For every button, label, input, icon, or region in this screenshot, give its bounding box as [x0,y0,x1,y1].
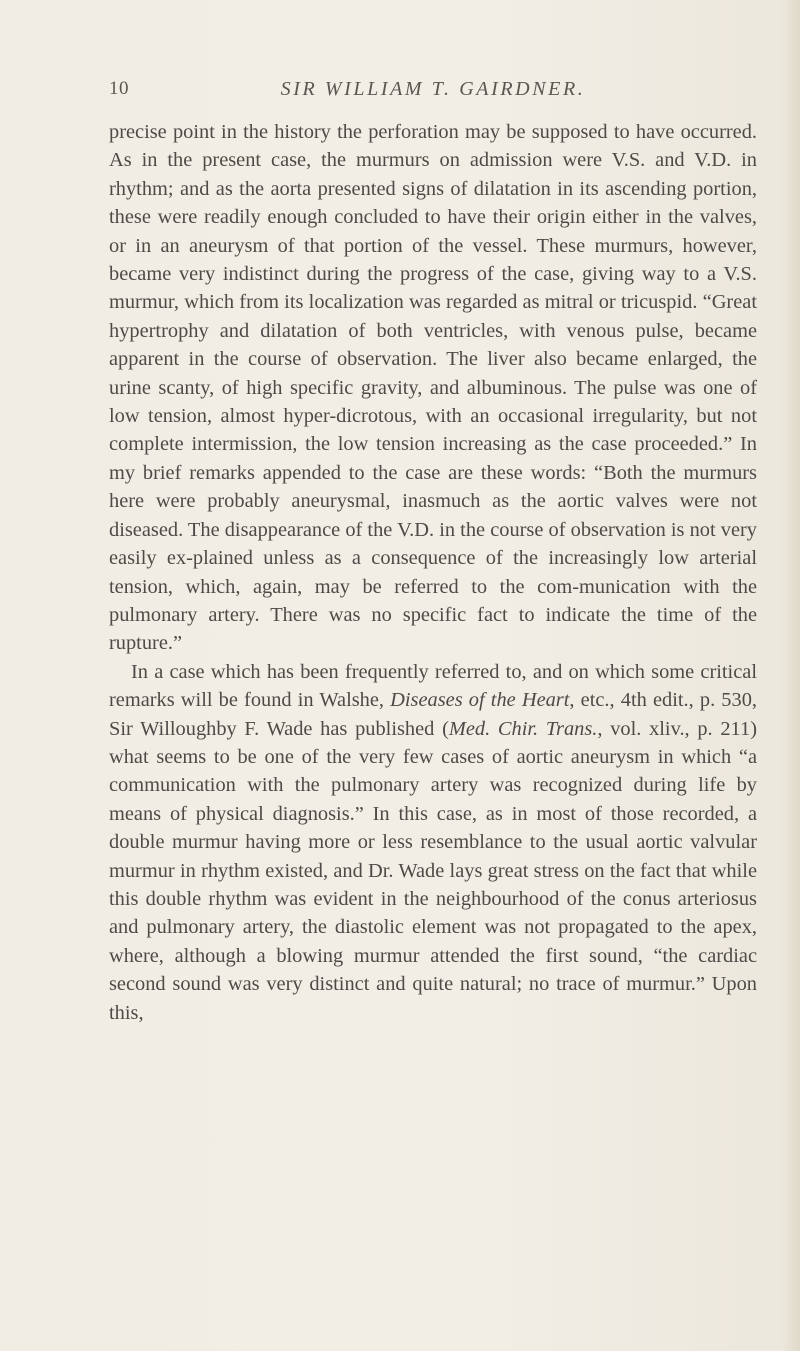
paragraph-2-text-b: , etc., 4th edit., p. 530, Sir Willoughby F. Wade has published ( [109,689,757,740]
citation-title-med-chir-trans: Med. Chir. Trans. [448,717,598,740]
paragraph-2-text-a: In a case which has been frequently referred to, and on which some critical remarks will be found in Walshe, [109,660,757,712]
running-title: SIR WILLIAM T. GAIRDNER. [280,78,586,100]
page-number: 10 [109,78,129,99]
paragraph-1: precise point in the history the perforation may be supposed to have occurred. As in the present case, the murmurs on admission were V.S. and V.D. in rhythm; and as the aorta presented signs of dilatation in its ascending portion, these were readily enough concluded to have their origin either in the valves, or in an aneurysm of that portion of the vessel. These murmurs, however, became very indistinct during the progress of the case, giving way to a V.S. murmur, which from its localization was regarded as mitral or tricuspid. “Great hypertrophy and dilatation of both ventricles, with venous pulse, became apparent in the course of observation. The liver also became enlarged, the urine scanty, of high specific gravity, and albuminous. The pulse was one of low tension, almost hyper-dicrotous, with an occasional irregularity, but not complete intermission, the low tension increasing as the case proceeded.” In my brief remarks appended to the case are these words: “Both the murmurs here were probably aneurysmal, inasmuch as the aortic valves were not diseased. The disappearance of the V.D. in the course of observation is not very easily ex-plained unless as a consequence of the increasingly low arterial tension, which, again, may be referred to the com-munication with the pulmonary artery. There was no specific fact to indicate the time of the rupture.” [109,121,757,655]
citation-title-diseases-of-the-heart: Diseases of the Heart [390,689,570,712]
paragraph-2-text-c: , vol. xliv., p. 211) what seems to be one of the very few cases of aortic aneurysm in which “a communication with the pulmonary artery was recognized during life by means of physical diagnosis.” In this case, as in most of those recorded, a double murmur having more or less resemblance to the usual aortic valvular murmur in rhythm existed, and Dr. Wade lays great stress on the fact that while this double rhythm was evident in the neighbourhood of the conus arteriosus and pulmonary artery, the diastolic element was not propagated to the apex, where, although a blowing murmur attended the first sound, “the cardiac second sound was very distinct and quite natural; no trace of murmur.” Upon this, [109,717,757,1024]
page-header [109,78,757,108]
page-edge-shadow [782,0,800,1351]
paragraph-2 [109,658,757,1027]
body-text [109,118,757,1027]
